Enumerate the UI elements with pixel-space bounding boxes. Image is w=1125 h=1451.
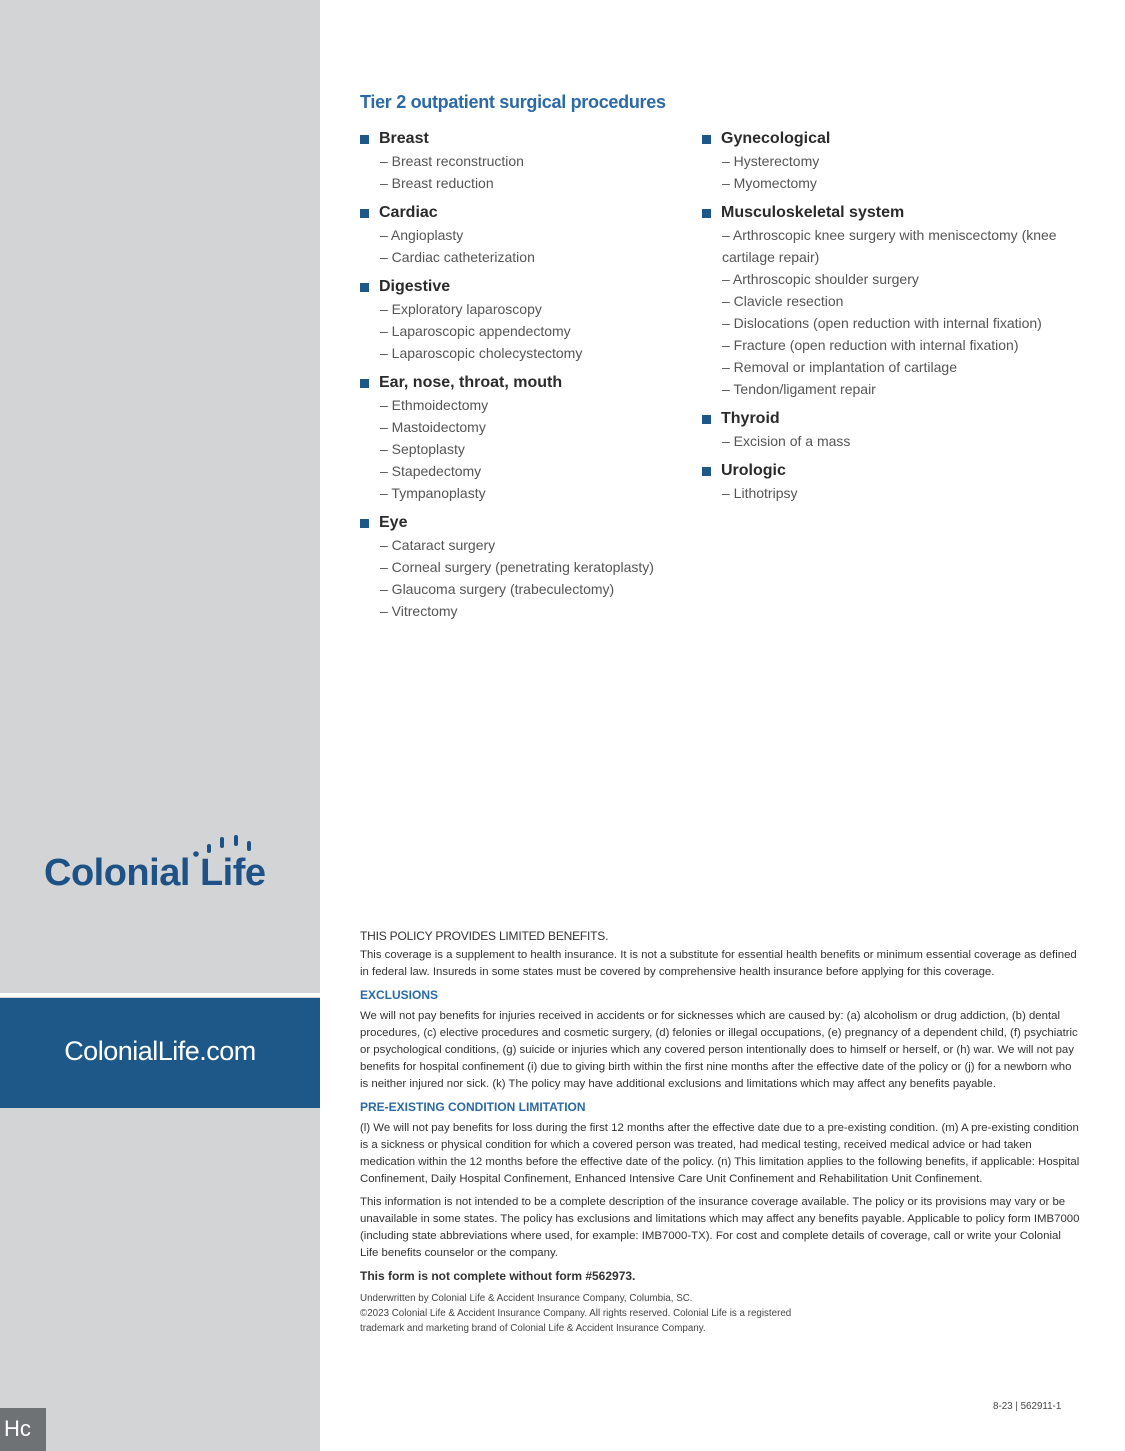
procedure-item: – Vitrectomy [380,603,458,619]
procedure-item: – Tympanoplasty [380,485,486,501]
square-bullet-icon [360,209,369,218]
procedures-section [360,92,1090,619]
category-group [360,128,690,194]
procedure-item: – Mastoidectomy [380,419,486,435]
form-number: 8-23 | 562911-1 [993,1401,1062,1412]
category-label: Digestive [379,278,451,295]
preexisting-title: PRE-EXISTING CONDITION LIMITATION [360,1100,586,1114]
square-bullet-icon [360,135,369,144]
square-bullet-icon [360,379,369,388]
category-group [702,460,1092,504]
procedure-item: – Breast reconstruction [380,153,524,169]
category-group [360,202,690,268]
procedure-item: – Arthroscopic shoulder surgery [722,271,919,287]
limited-benefits-text: This coverage is a supplement to health insurance. It is not a substitute for essential health benefits or minimum essential coverage as defined in federal law. Insureds in some states must be covered by comprehensive health insurance before applying for this coverage. [360,949,1077,978]
category-label: Eye [379,514,408,531]
square-bullet-icon [360,519,369,528]
category-label: Urologic [721,462,786,479]
right-column [702,128,1092,512]
procedure-item: – Cardiac catheterization [380,249,535,265]
info-text: This information is not intended to be a complete description of the insurance coverage available. The policy or its provisions may vary or be unavailable in some states. The policy has exclusions and limitations which may affect any benefits payable. Applicable to policy form IMB7000 (including state abbreviations where used, for example: IMB7000-TX). For cost and complete details of coverage, call or write your Colonial Life benefits counselor or the company. [360,1196,1080,1259]
procedure-item: – Laparoscopic appendectomy [380,323,571,339]
exclusions-text: We will not pay benefits for injuries received in accidents or for sicknesses which are caused by: (a) alcoholism or drug addiction, (b) dental procedures, (c) elective procedures and cosmetic surgery, (d) felonies or illegal occupations, (e) pregnancy of a dependent child, (f) psychiatric or psychological conditions, (g) suicide or injuries which any covered person intentionally does to himself or herself, or (h) war. We will not pay benefits for hospital confinement (i) due to giving birth within the first nine months after the effective date of the policy or (j) for a newborn who is neither injured nor sick. (k) The policy may have additional exclusions and limitations which may affect any benefits payable. [360,1010,1078,1090]
procedure-item: – Hysterectomy [722,153,820,169]
category-label: Breast [379,130,429,147]
procedure-item: – Myomectomy [722,175,817,191]
sidebar [0,0,320,1451]
square-bullet-icon [702,135,711,144]
procedure-item: – Laparoscopic cholecystectomy [380,345,583,361]
category-group [360,276,690,364]
procedure-item: – Corneal surgery (penetrating keratoplasty) [380,559,654,575]
copyright-text: ©2023 Colonial Life & Accident Insurance Company. All rights reserved. Colonial Life is a registered trademark and marketing brand of Colonial Life & Accident Insurance Company. [360,1308,792,1334]
category-label: Musculoskeletal system [721,204,905,221]
procedure-item: – Angioplasty [380,227,464,243]
logo-text: Colonial Life [44,852,266,894]
procedure-item: – Stapedectomy [380,463,482,479]
procedure-item: – Excision of a mass [722,433,851,449]
exclusions-title: EXCLUSIONS [360,988,439,1002]
procedure-item: – Removal or implantation of cartilage [722,359,958,375]
divider [0,993,320,997]
legal-disclosures [360,928,1080,1336]
procedure-item: – Clavicle resection [722,293,844,309]
colonial-life-logo [44,830,304,900]
square-bullet-icon [702,467,711,476]
procedure-item: – Glaucoma surgery (trabeculectomy) [380,581,615,597]
procedure-item: – Breast reduction [380,175,494,191]
category-title [360,128,690,150]
procedure-item: – Arthroscopic knee surgery with meniscectomy (knee cartilage repair) [722,227,1057,265]
category-group [360,512,690,622]
category-title [360,372,690,394]
procedure-item: – Exploratory laparoscopy [380,301,542,317]
website-link[interactable]: ColonialLife.com [64,1036,256,1066]
category-title [360,512,690,534]
procedure-item: – Cataract surgery [380,537,496,553]
category-title [360,276,690,298]
category-title [360,202,690,224]
left-column [360,128,690,630]
category-label: Ear, nose, throat, mouth [379,374,563,391]
corner-badge [0,1408,46,1451]
category-title [702,128,1092,150]
procedure-item: – Tendon/ligament repair [722,381,876,397]
square-bullet-icon [360,283,369,292]
square-bullet-icon [702,415,711,424]
procedure-item: – Fracture (open reduction with internal fixation) [722,337,1019,353]
category-label: Cardiac [379,204,438,221]
square-bullet-icon [702,209,711,218]
limited-benefits-caption: THIS POLICY PROVIDES LIMITED BENEFITS. [360,929,609,943]
category-group [702,408,1092,452]
form-notice: This form is not complete without form #562973. [360,1269,636,1283]
procedure-item: – Ethmoidectomy [380,397,489,413]
category-group [360,372,690,504]
category-label: Thyroid [721,410,780,427]
corner-label: Hc [4,1416,31,1441]
category-group [702,128,1092,194]
procedure-item: – Lithotripsy [722,485,798,501]
category-title [702,202,1092,224]
category-label: Gynecological [721,130,831,147]
section-heading: Tier 2 outpatient surgical procedures [360,92,666,112]
underwritten-text: Underwritten by Colonial Life & Accident Insurance Company, Columbia, SC. [360,1293,693,1304]
category-title [702,408,1092,430]
category-group [702,202,1092,400]
preexisting-text: (l) We will not pay benefits for loss during the first 12 months after the effective date due to a pre-existing condition. (m) A pre-existing condition is a sickness or physical condition for which a covered person was treated, had medical testing, received medical advice or had taken medication within the 12 months before the effective date of the policy. (n) This limitation applies to the following benefits, if applicable: Hospital Confinement, Daily Hospital Confinement, Enhanced Intensive Care Unit Confinement and Rehabilitation Unit Confinement. [360,1122,1080,1185]
procedure-item: – Septoplasty [380,441,465,457]
procedure-item: – Dislocations (open reduction with internal fixation) [722,315,1042,331]
category-title [702,460,1092,482]
